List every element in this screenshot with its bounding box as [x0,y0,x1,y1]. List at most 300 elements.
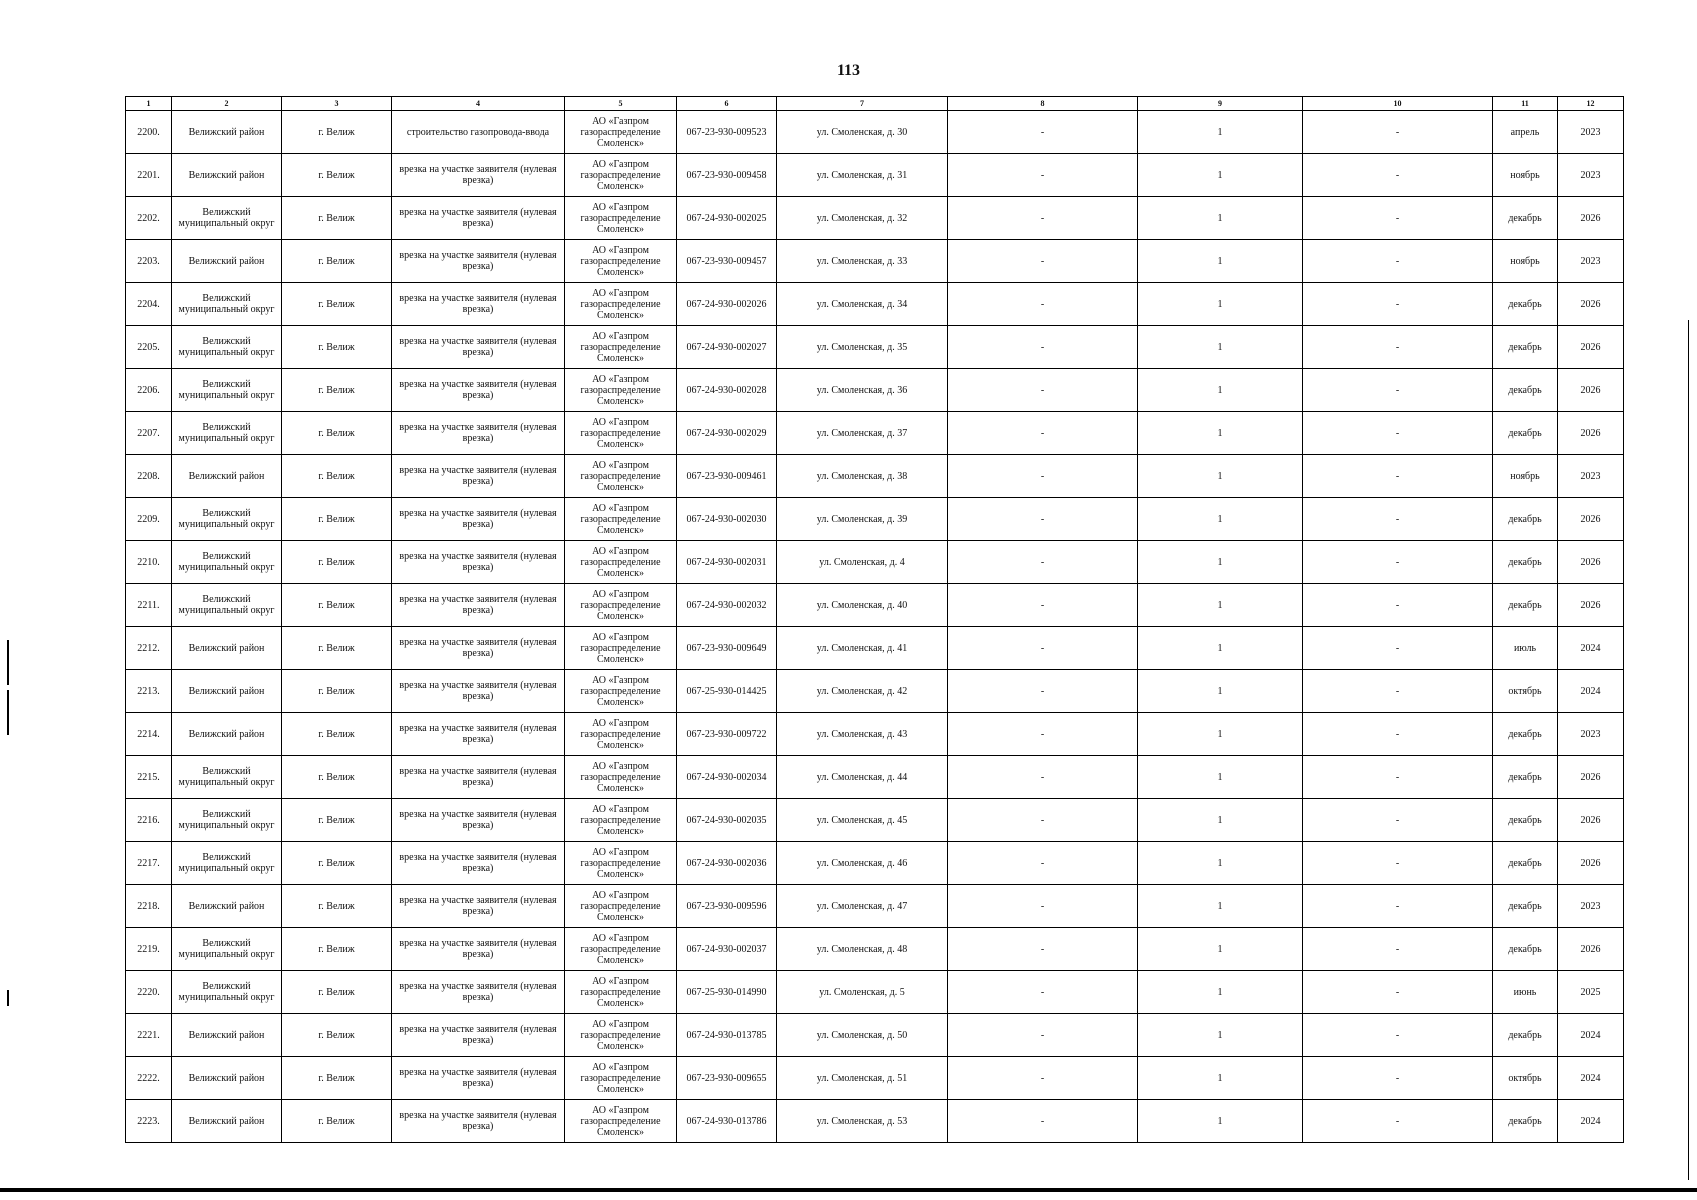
month-cell: декабрь [1493,197,1558,240]
column-9-cell: 1 [1138,197,1303,240]
organization-cell: АО «Газпром газораспределение Смоленск» [565,283,677,326]
address-cell: ул. Смоленская, д. 39 [777,498,948,541]
row-number-cell: 2203. [126,240,172,283]
column-8-cell: - [948,584,1138,627]
column-9-cell: 1 [1138,498,1303,541]
organization-cell: АО «Газпром газораспределение Смоленск» [565,498,677,541]
column-header: 8 [948,97,1138,111]
row-number-cell: 2213. [126,670,172,713]
application-code-cell: 067-23-930-009655 [677,1057,777,1100]
table-row [126,197,1624,240]
row-number-cell: 2208. [126,455,172,498]
column-9-cell: 1 [1138,283,1303,326]
column-9-cell: 1 [1138,885,1303,928]
month-cell: июнь [1493,971,1558,1014]
district-cell: Велижский муниципальный округ [172,326,282,369]
column-header: 11 [1493,97,1558,111]
city-cell: г. Велиж [282,670,392,713]
column-8-cell: - [948,412,1138,455]
table-row [126,756,1624,799]
column-9-cell: 1 [1138,670,1303,713]
column-9-cell: 1 [1138,369,1303,412]
month-cell: декабрь [1493,283,1558,326]
column-9-cell: 1 [1138,799,1303,842]
district-cell: Велижский район [172,885,282,928]
year-cell: 2023 [1558,154,1624,197]
month-cell: декабрь [1493,412,1558,455]
scan-artifact [1688,320,1689,1180]
column-10-cell: - [1303,154,1493,197]
city-cell: г. Велиж [282,369,392,412]
district-cell: Велижский муниципальный округ [172,799,282,842]
application-code-cell: 067-23-930-009457 [677,240,777,283]
table-row [126,627,1624,670]
district-cell: Велижский муниципальный округ [172,842,282,885]
organization-cell: АО «Газпром газораспределение Смоленск» [565,197,677,240]
column-8-cell: - [948,885,1138,928]
district-cell: Велижский район [172,1057,282,1100]
year-cell: 2024 [1558,1057,1624,1100]
table-row [126,111,1624,154]
table-row [126,713,1624,756]
month-cell: ноябрь [1493,240,1558,283]
row-number-cell: 2217. [126,842,172,885]
application-code-cell: 067-24-930-002030 [677,498,777,541]
month-cell: декабрь [1493,1014,1558,1057]
address-cell: ул. Смоленская, д. 51 [777,1057,948,1100]
city-cell: г. Велиж [282,111,392,154]
column-10-cell: - [1303,111,1493,154]
application-code-cell: 067-25-930-014425 [677,670,777,713]
address-cell: ул. Смоленская, д. 44 [777,756,948,799]
organization-cell: АО «Газпром газораспределение Смоленск» [565,541,677,584]
address-cell: ул. Смоленская, д. 38 [777,455,948,498]
row-number-cell: 2202. [126,197,172,240]
work-type-cell: врезка на участке заявителя (нулевая врезка) [392,455,565,498]
row-number-cell: 2211. [126,584,172,627]
application-code-cell: 067-24-930-013785 [677,1014,777,1057]
row-number-cell: 2201. [126,154,172,197]
column-10-cell: - [1303,971,1493,1014]
month-cell: декабрь [1493,541,1558,584]
city-cell: г. Велиж [282,455,392,498]
row-number-cell: 2218. [126,885,172,928]
district-cell: Велижский район [172,240,282,283]
month-cell: июль [1493,627,1558,670]
month-cell: декабрь [1493,369,1558,412]
work-type-cell: врезка на участке заявителя (нулевая врезка) [392,756,565,799]
work-type-cell: строительство газопровода-ввода [392,111,565,154]
column-9-cell: 1 [1138,584,1303,627]
row-number-cell: 2206. [126,369,172,412]
address-cell: ул. Смоленская, д. 48 [777,928,948,971]
organization-cell: АО «Газпром газораспределение Смоленск» [565,670,677,713]
row-number-cell: 2205. [126,326,172,369]
organization-cell: АО «Газпром газораспределение Смоленск» [565,713,677,756]
month-cell: декабрь [1493,326,1558,369]
column-9-cell: 1 [1138,1100,1303,1143]
work-type-cell: врезка на участке заявителя (нулевая врезка) [392,369,565,412]
column-10-cell: - [1303,455,1493,498]
work-type-cell: врезка на участке заявителя (нулевая врезка) [392,197,565,240]
address-cell: ул. Смоленская, д. 32 [777,197,948,240]
table-body [126,111,1624,1143]
column-header: 3 [282,97,392,111]
column-8-cell: - [948,197,1138,240]
organization-cell: АО «Газпром газораспределение Смоленск» [565,326,677,369]
month-cell: декабрь [1493,842,1558,885]
address-cell: ул. Смоленская, д. 31 [777,154,948,197]
district-cell: Велижский район [172,627,282,670]
column-8-cell: - [948,842,1138,885]
district-cell: Велижский район [172,1014,282,1057]
organization-cell: АО «Газпром газораспределение Смоленск» [565,154,677,197]
address-cell: ул. Смоленская, д. 42 [777,670,948,713]
organization-cell: АО «Газпром газораспределение Смоленск» [565,627,677,670]
column-header: 6 [677,97,777,111]
application-code-cell: 067-24-930-002036 [677,842,777,885]
table-row [126,842,1624,885]
district-cell: Велижский район [172,1100,282,1143]
table-row [126,240,1624,283]
column-9-cell: 1 [1138,240,1303,283]
year-cell: 2024 [1558,1014,1624,1057]
column-10-cell: - [1303,584,1493,627]
year-cell: 2024 [1558,627,1624,670]
month-cell: декабрь [1493,756,1558,799]
year-cell: 2025 [1558,971,1624,1014]
column-8-cell: - [948,1057,1138,1100]
city-cell: г. Велиж [282,799,392,842]
column-8-cell: - [948,928,1138,971]
column-9-cell: 1 [1138,928,1303,971]
district-cell: Велижский муниципальный округ [172,971,282,1014]
column-header: 9 [1138,97,1303,111]
organization-cell: АО «Газпром газораспределение Смоленск» [565,885,677,928]
address-cell: ул. Смоленская, д. 34 [777,283,948,326]
column-8-cell: - [948,713,1138,756]
column-10-cell: - [1303,326,1493,369]
address-cell: ул. Смоленская, д. 5 [777,971,948,1014]
scan-bottom-edge [0,1188,1697,1192]
work-type-cell: врезка на участке заявителя (нулевая врезка) [392,498,565,541]
application-code-cell: 067-24-930-013786 [677,1100,777,1143]
column-8-cell: - [948,670,1138,713]
work-type-cell: врезка на участке заявителя (нулевая врезка) [392,240,565,283]
column-8-cell: - [948,111,1138,154]
city-cell: г. Велиж [282,971,392,1014]
column-10-cell: - [1303,756,1493,799]
district-cell: Велижский муниципальный округ [172,541,282,584]
column-header: 10 [1303,97,1493,111]
column-10-cell: - [1303,283,1493,326]
city-cell: г. Велиж [282,240,392,283]
year-cell: 2023 [1558,111,1624,154]
column-header: 1 [126,97,172,111]
year-cell: 2026 [1558,799,1624,842]
district-cell: Велижский муниципальный округ [172,369,282,412]
organization-cell: АО «Газпром газораспределение Смоленск» [565,240,677,283]
table-row [126,971,1624,1014]
month-cell: декабрь [1493,799,1558,842]
column-10-cell: - [1303,885,1493,928]
application-code-cell: 067-24-930-002026 [677,283,777,326]
work-type-cell: врезка на участке заявителя (нулевая врезка) [392,326,565,369]
gas-connection-table [125,96,1624,1143]
address-cell: ул. Смоленская, д. 35 [777,326,948,369]
work-type-cell: врезка на участке заявителя (нулевая врезка) [392,928,565,971]
table-row [126,1100,1624,1143]
district-cell: Велижский муниципальный округ [172,283,282,326]
table-row [126,326,1624,369]
organization-cell: АО «Газпром газораспределение Смоленск» [565,584,677,627]
address-cell: ул. Смоленская, д. 33 [777,240,948,283]
column-10-cell: - [1303,670,1493,713]
month-cell: октябрь [1493,670,1558,713]
table-row [126,799,1624,842]
district-cell: Велижский муниципальный округ [172,197,282,240]
address-cell: ул. Смоленская, д. 46 [777,842,948,885]
work-type-cell: врезка на участке заявителя (нулевая врезка) [392,670,565,713]
column-10-cell: - [1303,1100,1493,1143]
district-cell: Велижский район [172,713,282,756]
city-cell: г. Велиж [282,928,392,971]
page-number: 113 [836,62,861,79]
work-type-cell: врезка на участке заявителя (нулевая врезка) [392,283,565,326]
organization-cell: АО «Газпром газораспределение Смоленск» [565,111,677,154]
column-10-cell: - [1303,197,1493,240]
organization-cell: АО «Газпром газораспределение Смоленск» [565,971,677,1014]
row-number-cell: 2222. [126,1057,172,1100]
column-8-cell: - [948,756,1138,799]
column-8-cell: - [948,627,1138,670]
organization-cell: АО «Газпром газораспределение Смоленск» [565,756,677,799]
year-cell: 2023 [1558,455,1624,498]
table-row [126,885,1624,928]
column-9-cell: 1 [1138,627,1303,670]
city-cell: г. Велиж [282,1100,392,1143]
application-code-cell: 067-24-930-002025 [677,197,777,240]
column-8-cell: - [948,1014,1138,1057]
organization-cell: АО «Газпром газораспределение Смоленск» [565,1057,677,1100]
row-number-cell: 2200. [126,111,172,154]
city-cell: г. Велиж [282,885,392,928]
work-type-cell: врезка на участке заявителя (нулевая врезка) [392,971,565,1014]
district-cell: Велижский район [172,154,282,197]
column-9-cell: 1 [1138,154,1303,197]
column-10-cell: - [1303,799,1493,842]
column-9-cell: 1 [1138,1014,1303,1057]
column-10-cell: - [1303,627,1493,670]
organization-cell: АО «Газпром газораспределение Смоленск» [565,1014,677,1057]
column-8-cell: - [948,1100,1138,1143]
address-cell: ул. Смоленская, д. 4 [777,541,948,584]
column-9-cell: 1 [1138,842,1303,885]
city-cell: г. Велиж [282,713,392,756]
year-cell: 2026 [1558,498,1624,541]
table-row [126,541,1624,584]
table-row [126,412,1624,455]
column-10-cell: - [1303,713,1493,756]
city-cell: г. Велиж [282,1014,392,1057]
scan-artifact [7,990,9,1006]
year-cell: 2023 [1558,885,1624,928]
month-cell: октябрь [1493,1057,1558,1100]
application-code-cell: 067-24-930-002027 [677,326,777,369]
column-10-cell: - [1303,842,1493,885]
table-row [126,283,1624,326]
address-cell: ул. Смоленская, д. 45 [777,799,948,842]
organization-cell: АО «Газпром газораспределение Смоленск» [565,1100,677,1143]
address-cell: ул. Смоленская, д. 47 [777,885,948,928]
application-code-cell: 067-23-930-009596 [677,885,777,928]
row-number-cell: 2209. [126,498,172,541]
city-cell: г. Велиж [282,842,392,885]
month-cell: ноябрь [1493,455,1558,498]
application-code-cell: 067-24-930-002028 [677,369,777,412]
application-code-cell: 067-24-930-002032 [677,584,777,627]
district-cell: Велижский муниципальный округ [172,756,282,799]
city-cell: г. Велиж [282,627,392,670]
year-cell: 2023 [1558,713,1624,756]
application-code-cell: 067-23-930-009523 [677,111,777,154]
city-cell: г. Велиж [282,1057,392,1100]
column-9-cell: 1 [1138,326,1303,369]
address-cell: ул. Смоленская, д. 30 [777,111,948,154]
scan-artifact [7,640,9,685]
table-row [126,1014,1624,1057]
column-10-cell: - [1303,1057,1493,1100]
month-cell: декабрь [1493,498,1558,541]
application-code-cell: 067-24-930-002031 [677,541,777,584]
row-number-cell: 2204. [126,283,172,326]
city-cell: г. Велиж [282,197,392,240]
work-type-cell: врезка на участке заявителя (нулевая врезка) [392,713,565,756]
column-header: 2 [172,97,282,111]
work-type-cell: врезка на участке заявителя (нулевая врезка) [392,1100,565,1143]
month-cell: ноябрь [1493,154,1558,197]
column-8-cell: - [948,154,1138,197]
month-cell: декабрь [1493,885,1558,928]
table-row [126,154,1624,197]
column-8-cell: - [948,541,1138,584]
column-9-cell: 1 [1138,713,1303,756]
work-type-cell: врезка на участке заявителя (нулевая врезка) [392,584,565,627]
district-cell: Велижский район [172,455,282,498]
column-8-cell: - [948,240,1138,283]
application-code-cell: 067-23-930-009722 [677,713,777,756]
address-cell: ул. Смоленская, д. 41 [777,627,948,670]
column-header: 7 [777,97,948,111]
year-cell: 2026 [1558,326,1624,369]
city-cell: г. Велиж [282,283,392,326]
table-row [126,369,1624,412]
year-cell: 2026 [1558,756,1624,799]
month-cell: декабрь [1493,1100,1558,1143]
year-cell: 2026 [1558,197,1624,240]
column-9-cell: 1 [1138,455,1303,498]
row-number-cell: 2214. [126,713,172,756]
column-8-cell: - [948,369,1138,412]
work-type-cell: врезка на участке заявителя (нулевая врезка) [392,412,565,455]
application-code-cell: 067-23-930-009649 [677,627,777,670]
row-number-cell: 2207. [126,412,172,455]
month-cell: декабрь [1493,584,1558,627]
row-number-cell: 2216. [126,799,172,842]
work-type-cell: врезка на участке заявителя (нулевая врезка) [392,1057,565,1100]
column-8-cell: - [948,971,1138,1014]
column-header: 5 [565,97,677,111]
district-cell: Велижский муниципальный округ [172,412,282,455]
application-code-cell: 067-23-930-009458 [677,154,777,197]
work-type-cell: врезка на участке заявителя (нулевая врезка) [392,799,565,842]
column-10-cell: - [1303,498,1493,541]
address-cell: ул. Смоленская, д. 43 [777,713,948,756]
address-cell: ул. Смоленская, д. 36 [777,369,948,412]
district-cell: Велижский муниципальный округ [172,584,282,627]
column-number-header [126,97,1624,111]
scan-artifact [7,690,9,735]
organization-cell: АО «Газпром газораспределение Смоленск» [565,412,677,455]
column-8-cell: - [948,326,1138,369]
work-type-cell: врезка на участке заявителя (нулевая врезка) [392,885,565,928]
city-cell: г. Велиж [282,498,392,541]
district-cell: Велижский муниципальный округ [172,498,282,541]
district-cell: Велижский район [172,670,282,713]
row-number-cell: 2212. [126,627,172,670]
year-cell: 2026 [1558,541,1624,584]
column-8-cell: - [948,498,1138,541]
month-cell: декабрь [1493,713,1558,756]
column-10-cell: - [1303,369,1493,412]
work-type-cell: врезка на участке заявителя (нулевая врезка) [392,1014,565,1057]
application-code-cell: 067-24-930-002034 [677,756,777,799]
city-cell: г. Велиж [282,584,392,627]
city-cell: г. Велиж [282,541,392,584]
column-10-cell: - [1303,1014,1493,1057]
column-10-cell: - [1303,412,1493,455]
column-10-cell: - [1303,240,1493,283]
column-10-cell: - [1303,928,1493,971]
application-code-cell: 067-24-930-002037 [677,928,777,971]
district-cell: Велижский муниципальный округ [172,928,282,971]
row-number-cell: 2219. [126,928,172,971]
row-number-cell: 2223. [126,1100,172,1143]
city-cell: г. Велиж [282,154,392,197]
year-cell: 2023 [1558,240,1624,283]
column-9-cell: 1 [1138,412,1303,455]
work-type-cell: врезка на участке заявителя (нулевая врезка) [392,154,565,197]
address-cell: ул. Смоленская, д. 50 [777,1014,948,1057]
column-10-cell: - [1303,541,1493,584]
table-row [126,498,1624,541]
city-cell: г. Велиж [282,412,392,455]
application-code-cell: 067-23-930-009461 [677,455,777,498]
work-type-cell: врезка на участке заявителя (нулевая врезка) [392,842,565,885]
year-cell: 2026 [1558,928,1624,971]
city-cell: г. Велиж [282,326,392,369]
year-cell: 2024 [1558,1100,1624,1143]
table-row [126,670,1624,713]
column-8-cell: - [948,283,1138,326]
city-cell: г. Велиж [282,756,392,799]
column-9-cell: 1 [1138,1057,1303,1100]
organization-cell: АО «Газпром газораспределение Смоленск» [565,455,677,498]
address-cell: ул. Смоленская, д. 40 [777,584,948,627]
column-9-cell: 1 [1138,541,1303,584]
year-cell: 2026 [1558,842,1624,885]
organization-cell: АО «Газпром газораспределение Смоленск» [565,842,677,885]
